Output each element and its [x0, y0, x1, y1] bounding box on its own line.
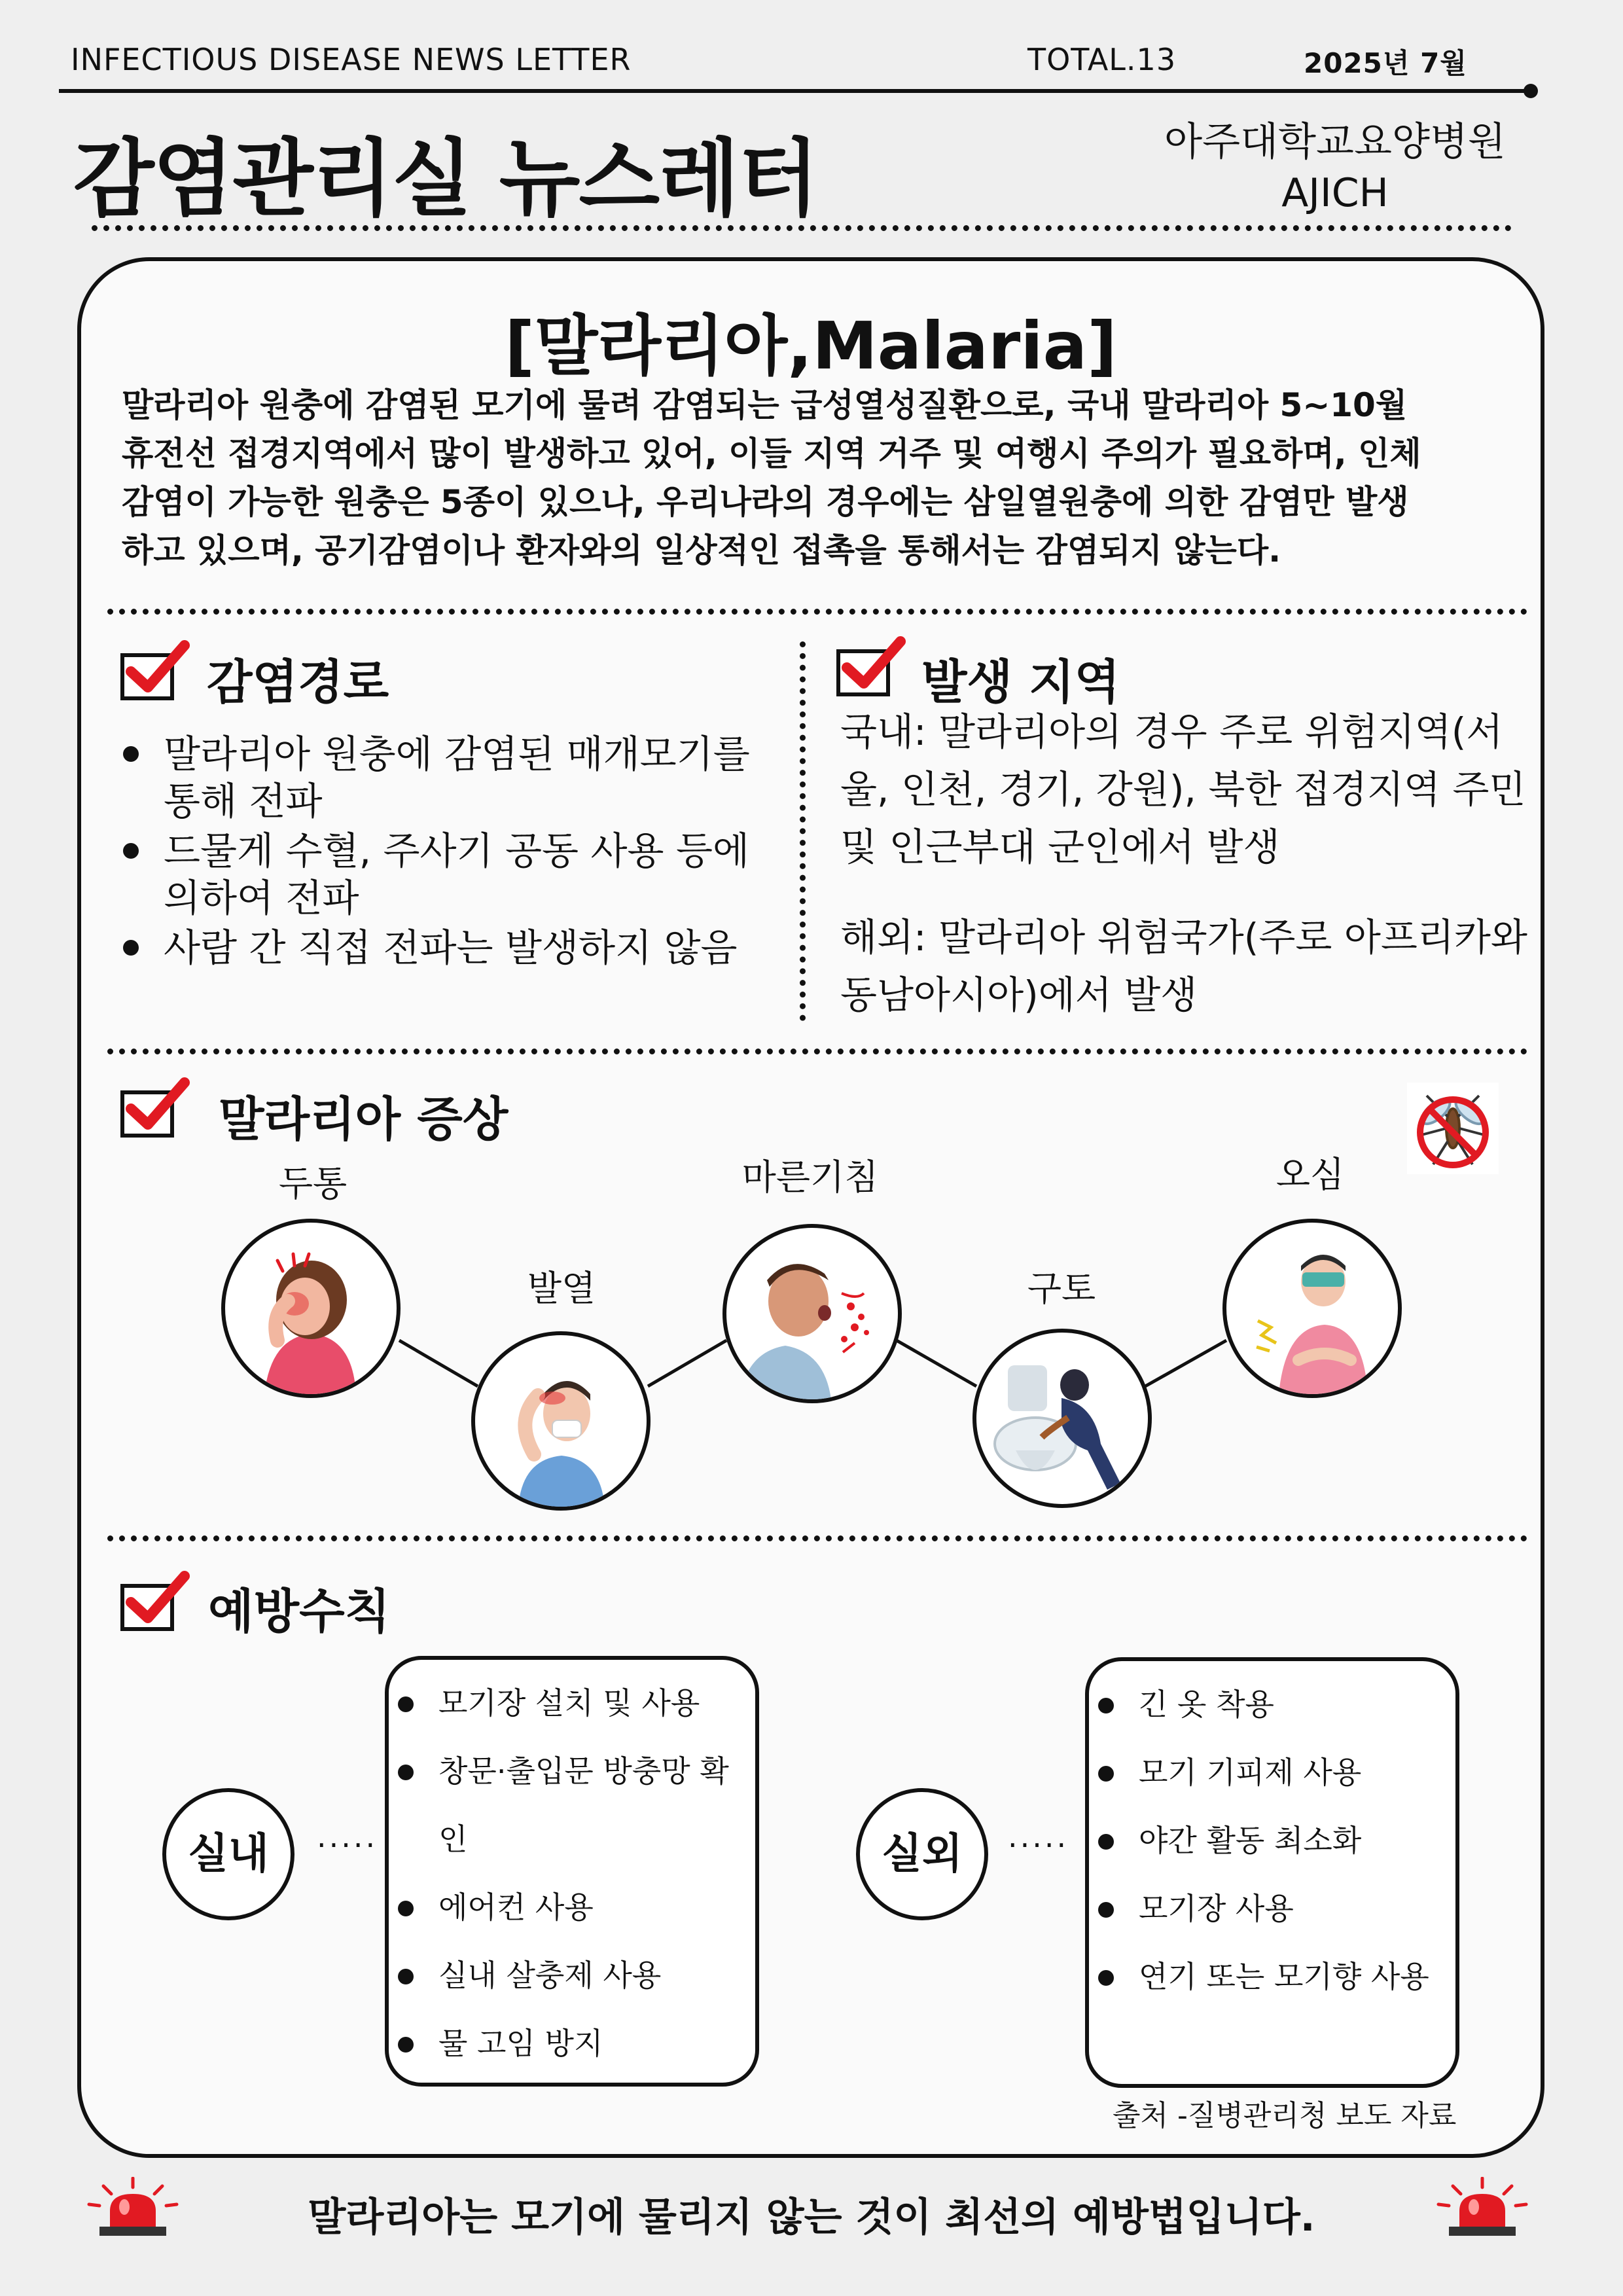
outdoor-rules-list [1089, 1661, 1455, 2011]
list-item: 드물게 수혈, 주사기 공동 사용 등에 의하여 전파 [123, 827, 764, 922]
intro-line: 말라리아 원충에 감염된 모기에 물려 감염되는 급성열성질환으로, 국내 말라리아 5~10월 [122, 386, 1408, 424]
newsletter-label: INFECTIOUS DISEASE NEWS LETTER [71, 42, 632, 77]
list-item: 야간 활동 최소화 [1098, 1806, 1455, 1874]
headache-illustration [221, 1219, 401, 1398]
hospital-name [1113, 117, 1558, 219]
list-item: 긴 옷 착용 [1098, 1670, 1455, 1738]
list-item: 모기 기피제 사용 [1098, 1738, 1455, 1806]
intro-line: 하고 있으며, 공기감염이나 환자와의 일상적인 접촉을 통해서는 감염되지 않는다. [122, 531, 1281, 569]
symptom-label-nausea: 오심 [1275, 1154, 1345, 1195]
section-divider [107, 609, 1527, 615]
symptom-label-cough: 마른기침 [741, 1157, 879, 1198]
list-item: 연기 또는 모기향 사용 [1098, 1943, 1455, 2011]
list-item: 말라리아 원충에 감염된 매개모기를 통해 전파 [123, 730, 764, 825]
source-note: 출처 -질병관리청 보도 자료 [1113, 2099, 1457, 2132]
intro-line: 휴전선 접경지역에서 많이 발생하고 있어, 이들 지역 거주 및 여행시 주의가 필요하며, 인체 [122, 435, 1421, 473]
region-overseas: 해외: 말라리아 위험국가(주로 아프리카와 동남아시아)에서 발생 [840, 915, 1527, 1017]
checkbox-icon [120, 653, 174, 700]
outdoor-connector: ····· [1008, 1827, 1069, 1863]
list-item: 사람 간 직접 전파는 발생하지 않음 [123, 924, 764, 971]
vomiting-illustration [972, 1329, 1152, 1508]
issue-number: TOTAL.13 [1027, 42, 1177, 77]
footer-message: 말라리아는 모기에 물리지 않는 것이 최선의 예방법입니다. [308, 2195, 1315, 2240]
issue-date: 2025년 7월 [1304, 47, 1467, 79]
section-divider [107, 1535, 1527, 1541]
cough-illustration [722, 1224, 902, 1403]
outdoor-rules-box [1085, 1657, 1459, 2088]
vertical-dotted-divider [800, 641, 806, 1021]
header-rule-dot [1524, 84, 1538, 98]
header-dotted-divider [92, 225, 1512, 231]
indoor-rules-box [385, 1656, 759, 2087]
hospital-name-kr: 아주대학교요양병원 [1164, 119, 1506, 165]
symptom-label-headache: 두통 [278, 1163, 348, 1204]
list-item: 물 고임 방지 [398, 2009, 755, 2077]
route-title: 감염경로 [207, 655, 389, 709]
route-list [123, 730, 764, 974]
region-title: 발생 지역 [921, 655, 1120, 709]
checkbox-icon [836, 649, 890, 696]
list-item: 실내 살충제 사용 [398, 1941, 755, 2009]
intro-text [122, 381, 1496, 575]
checkbox-icon [120, 1584, 174, 1631]
prevention-title: 예방수칙 [208, 1584, 391, 1639]
header-rule [59, 89, 1531, 93]
section-divider [107, 1049, 1527, 1054]
symptom-label-fever: 발열 [527, 1268, 596, 1309]
indoor-rules-list [389, 1660, 755, 2077]
outdoor-label: 실외 [856, 1788, 988, 1920]
symptoms-title: 말라리아 증상 [219, 1092, 508, 1147]
region-domestic: 국내: 말라리아의 경우 주로 위험지역(서 울, 인천, 경기, 강원), 북한 접경지역 주민 및 인근부대 군인에서 발생 [840, 709, 1526, 869]
indoor-connector: ····· [317, 1827, 378, 1863]
list-item: 창문·출입문 방충망 확인 [398, 1737, 755, 1873]
fever-illustration [471, 1331, 651, 1511]
list-item: 에어컨 사용 [398, 1873, 755, 1941]
nausea-illustration [1222, 1219, 1402, 1398]
indoor-label: 실내 [162, 1788, 294, 1920]
intro-line: 감염이 가능한 원충은 5종이 있으나, 우리나라의 경우에는 삼일열원충에 의한 감염만 발생 [122, 483, 1409, 521]
list-item: 모기장 설치 및 사용 [398, 1669, 755, 1737]
list-item: 모기장 사용 [1098, 1874, 1455, 1943]
hospital-name-en: AJICH [1281, 170, 1389, 216]
malaria-title: [말라리아,Malaria] [505, 308, 1117, 384]
page-title: 감염관리실 뉴스레터 [73, 130, 818, 228]
symptom-label-vomiting: 구토 [1027, 1268, 1096, 1309]
